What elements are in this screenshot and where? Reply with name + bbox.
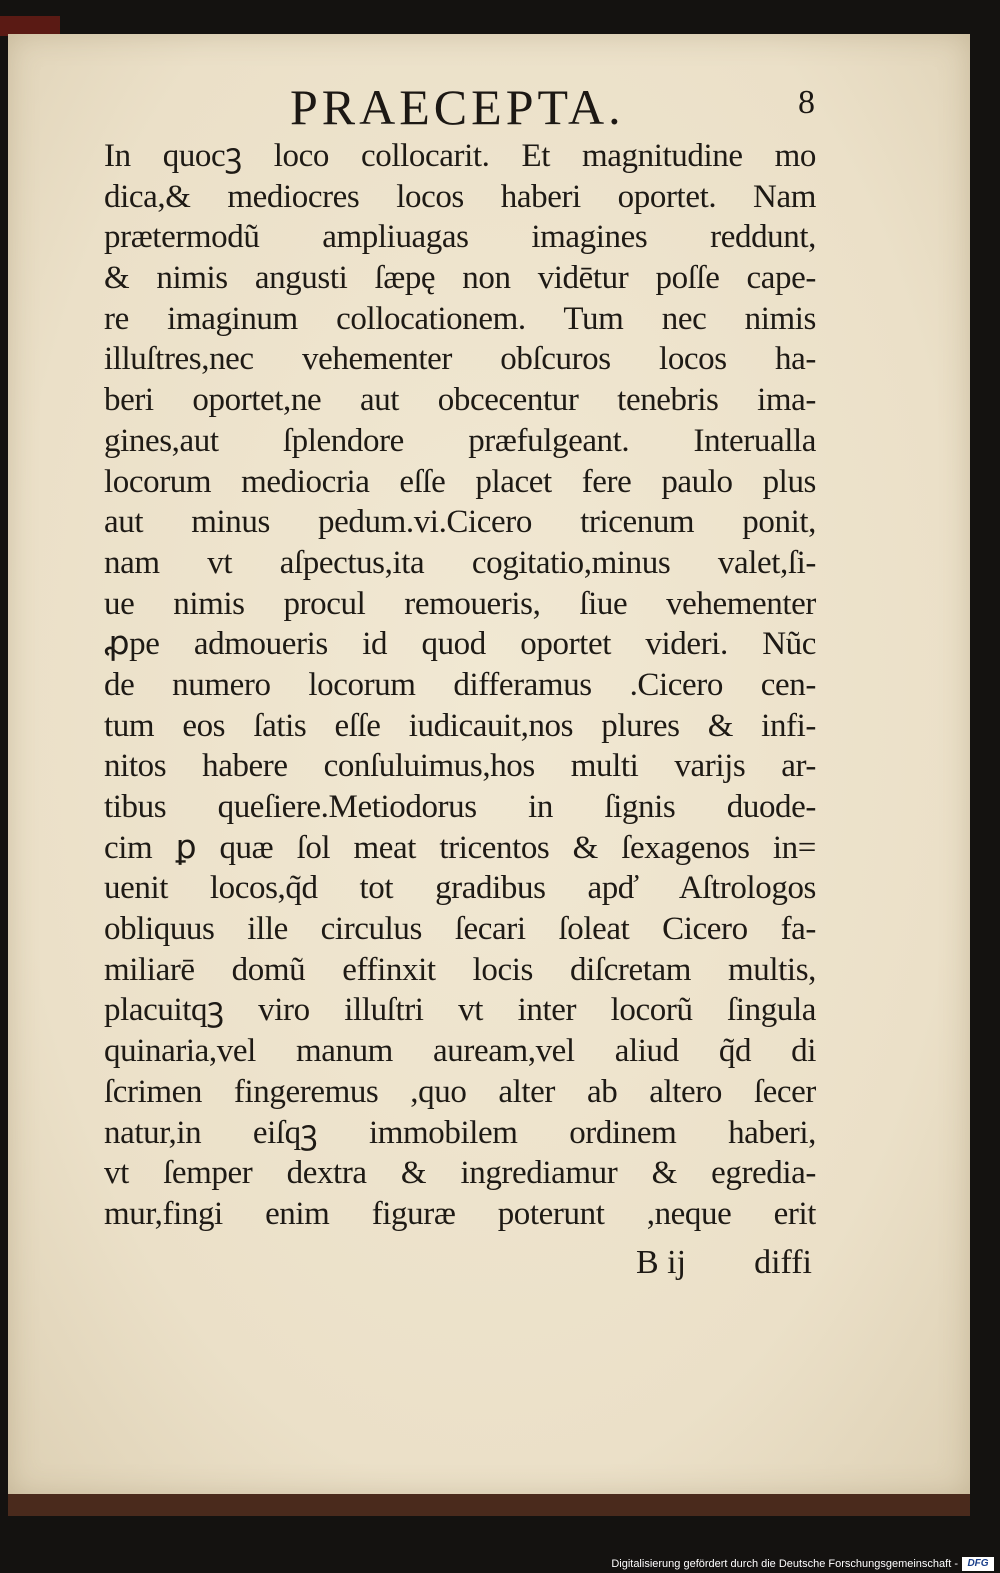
folio-number: 8 xyxy=(798,84,815,121)
text-line: & nimis angusti ſæpę non vidētur poſſe cape- xyxy=(104,260,816,297)
text-line: locorum mediocria eſſe placet fere paulo plus xyxy=(104,463,816,500)
text-line: In quocꝫ loco collocarit. Et magnitudine mo xyxy=(104,138,816,174)
text-line: quinaria,vel manum auream,vel aliud q̃d di xyxy=(104,1033,816,1070)
text-line: illuſtres,nec vehementer obſcuros locos ha- xyxy=(104,341,816,378)
text-line: dica,& mediocres locos haberi oportet. Nam xyxy=(104,178,816,215)
text-line: ue nimis procul remoueris, ſiue vehementer xyxy=(104,585,816,622)
text-line: tibus queſiere.Metiodorus in ſignis duode- xyxy=(104,789,816,825)
text-line: natur,in eiſqꝫ immobilem ordinem haberi, xyxy=(104,1114,816,1151)
binding-edge xyxy=(0,16,60,36)
running-title: PRAECEPTA. xyxy=(290,79,625,135)
text-line: cim ꝑ quæ ſol meat tricentos & ſexagenos in= xyxy=(104,829,816,866)
page-body-text xyxy=(104,136,816,1235)
text-line: placuitqꝫ viro illuſtri vt inter locorũ ſingula xyxy=(104,992,816,1029)
page-bottom-edge xyxy=(8,1494,970,1516)
text-line: mur,fingi enim figuræ poterunt ,neque erit xyxy=(104,1195,816,1232)
text-line: nitos habere conſuluimus,hos multi varijs ar- xyxy=(104,748,816,785)
text-line: de numero locorum differamus .Cicero cen- xyxy=(104,666,816,703)
text-line: nam vt aſpectus,ita cogitatio,minus valet,ſi- xyxy=(104,544,816,581)
text-line: re imaginum collocationem. Tum nec nimis xyxy=(104,300,816,337)
text-line: beri oportet,ne aut obcecentur tenebris ima- xyxy=(104,382,816,419)
text-line: vt ſemper dextra & ingrediamur & egredia- xyxy=(104,1155,816,1192)
dfg-logo: DFG xyxy=(962,1557,994,1571)
catchword: diffi xyxy=(754,1244,812,1281)
text-line: gines,aut ſplendore præfulgeant. Interualla xyxy=(104,422,816,459)
text-line: ſcrimen fingeremus ,quo alter ab altero ſecer xyxy=(104,1073,816,1110)
text-line: tum eos ſatis eſſe iudicauit,nos plures & infi- xyxy=(104,707,816,744)
text-line: obliquus ille circulus ſecari ſoleat Cicero fa- xyxy=(104,911,816,948)
digitization-credit: Digitalisierung gefördert durch die Deutsche Forschungsgemeinschaft - xyxy=(611,1558,958,1570)
signature-mark: B ij xyxy=(636,1244,687,1281)
text-line: prætermodũ ampliuagas imagines reddunt, xyxy=(104,219,816,256)
text-line: aut minus pedum.vi.Cicero tricenum ponit, xyxy=(104,504,816,541)
text-line: ꝓpe admoueris id quod oportet videri. Nũc xyxy=(104,626,816,663)
signature-line xyxy=(636,1244,812,1282)
text-line: uenit locos,q̃d tot gradibus apď Aſtrologos xyxy=(104,870,816,907)
text-line: miliarē domũ effinxit locis diſcretam multis, xyxy=(104,951,816,988)
